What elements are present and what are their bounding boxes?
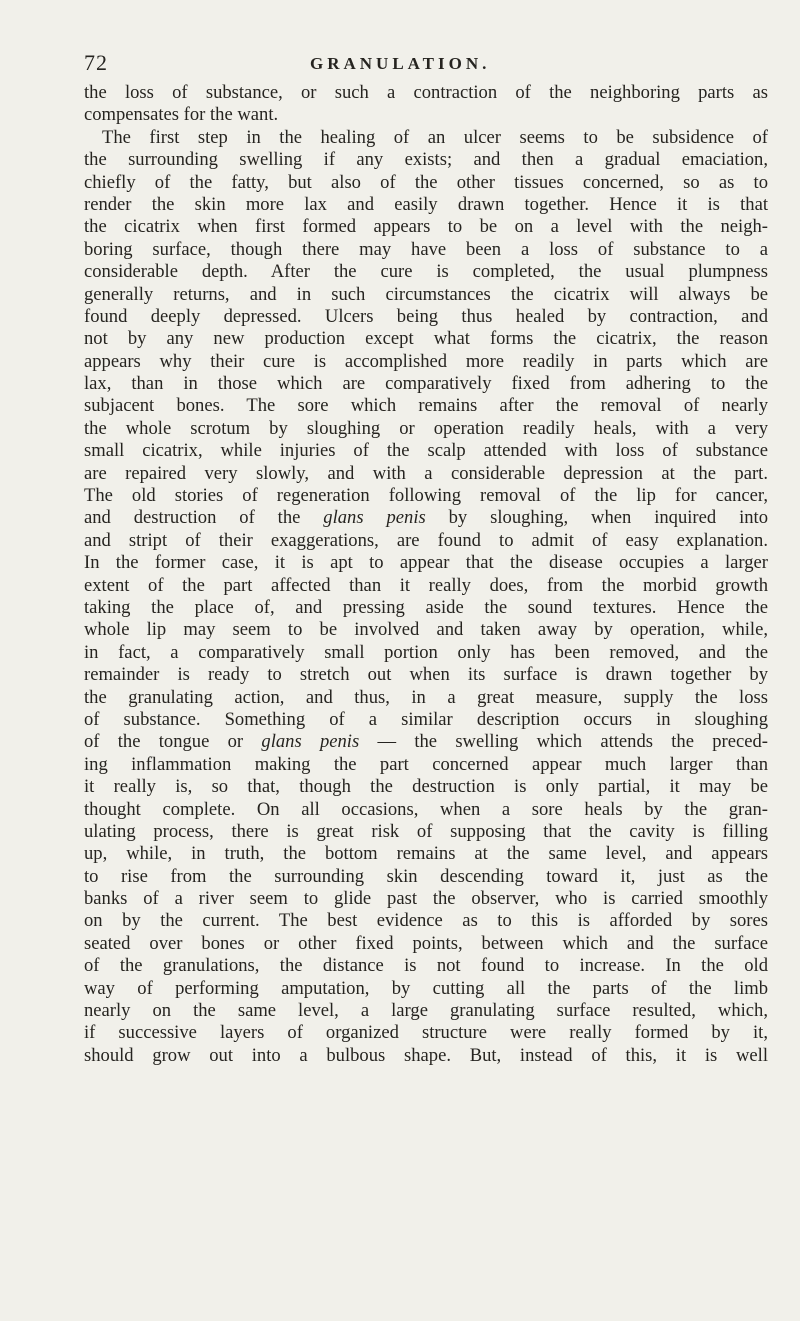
text-line: up, while, in truth, the bottom remains at the same level, and appears [84, 843, 768, 865]
text-line: taking the place of, and pressing aside the sound textures. Hence the [84, 596, 768, 618]
text-line: seated over bones or other fixed points, between which and the surface [84, 932, 768, 954]
text-line [84, 731, 768, 753]
running-title: GRANULATION. [310, 54, 491, 73]
text-line: In the former case, it is apt to appear that the disease occupies a larger [84, 552, 768, 574]
text-line: appears why their cure is accomplished more readily in parts which are [84, 350, 768, 372]
text-line: boring surface, though there may have been a loss of substance to a [84, 238, 768, 260]
text-line [84, 507, 768, 529]
text-line: and stript of their exaggerations, are found to admit of easy explanation. [84, 529, 768, 551]
text-line: it really is, so that, though the destruction is only partial, it may be [84, 776, 768, 798]
italic-term: glans penis [261, 731, 360, 753]
text-line: found deeply depressed. Ulcers being thus healed by contraction, and [84, 305, 768, 327]
text-line: remainder is ready to stretch out when its surface is drawn together by [84, 664, 768, 686]
text-line: the granulating action, and thus, in a great measure, supply the loss [84, 686, 768, 708]
text-line: The old stories of regeneration following removal of the lip for cancer, [84, 485, 768, 507]
text-line: generally returns, and in such circumstances the cicatrix will always be [84, 283, 768, 305]
text-segment: of the tongue or [84, 731, 262, 753]
text-segment: by sloughing, when inquired into [425, 507, 768, 529]
text-line: in fact, a comparatively small portion only has been removed, and the [84, 641, 768, 663]
text-line: whole lip may seem to be involved and taken away by operation, while, [84, 619, 768, 641]
text-line: the cicatrix when first formed appears to be on a level with the neigh- [84, 216, 768, 238]
text-line: extent of the part affected than it really does, from the morbid growth [84, 574, 768, 596]
body-text [84, 82, 768, 1067]
text-line: if successive layers of organized structure were really formed by it, [84, 1022, 768, 1044]
italic-term: glans penis [323, 507, 426, 529]
text-line: lax, than in those which are comparatively fixed from adhering to the [84, 373, 768, 395]
text-segment: and destruction of the [84, 507, 324, 529]
text-line: nearly on the same level, a large granulating surface resulted, which, [84, 1000, 768, 1022]
text-line: of substance. Something of a similar description occurs in sloughing [84, 708, 768, 730]
text-line: chiefly of the fatty, but also of the other tissues concerned, so as to [84, 171, 768, 193]
text-line: The first step in the healing of an ulcer seems to be subsidence of [102, 126, 768, 148]
text-line: to rise from the surrounding skin descending toward it, just as the [84, 865, 768, 887]
text-line: ing inflammation making the part concerned appear much larger than [84, 753, 768, 775]
text-segment: — the swelling which attends the preced- [359, 731, 768, 753]
text-line: considerable depth. After the cure is completed, the usual plumpness [84, 261, 768, 283]
text-line: the loss of substance, or such a contraction of the neighboring parts as [84, 82, 768, 103]
text-line: render the skin more lax and easily drawn together. Hence it is that [84, 193, 768, 215]
text-line: subjacent bones. The sore which remains after the removal of nearly [84, 395, 768, 417]
text-line: should grow out into a bulbous shape. But, instead of this, it is well [84, 1044, 768, 1066]
text-line: the surrounding swelling if any exists; and then a gradual emaciation, [84, 149, 768, 171]
page-number: 72 [84, 50, 108, 75]
text-line: of the granulations, the distance is not found to increase. In the old [84, 955, 768, 977]
text-line: not by any new production except what forms the cicatrix, the reason [84, 328, 768, 350]
text-line: compensates for the want. [84, 104, 279, 126]
text-line: way of performing amputation, by cutting all the parts of the limb [84, 977, 768, 999]
text-line: the whole scrotum by sloughing or operation readily heals, with a very [84, 417, 768, 439]
text-line: banks of a river seem to glide past the observer, who is carried smoothly [84, 888, 768, 910]
text-line: small cicatrix, while injuries of the scalp attended with loss of substance [84, 440, 768, 462]
text-line: on by the current. The best evidence as to this is afforded by sores [84, 910, 768, 932]
text-line: are repaired very slowly, and with a considerable depression at the part. [84, 462, 768, 484]
text-line: ulating process, there is great risk of supposing that the cavity is filling [84, 820, 768, 842]
text-line: thought complete. On all occasions, when a sore heals by the gran- [84, 798, 768, 820]
running-head [84, 50, 784, 80]
